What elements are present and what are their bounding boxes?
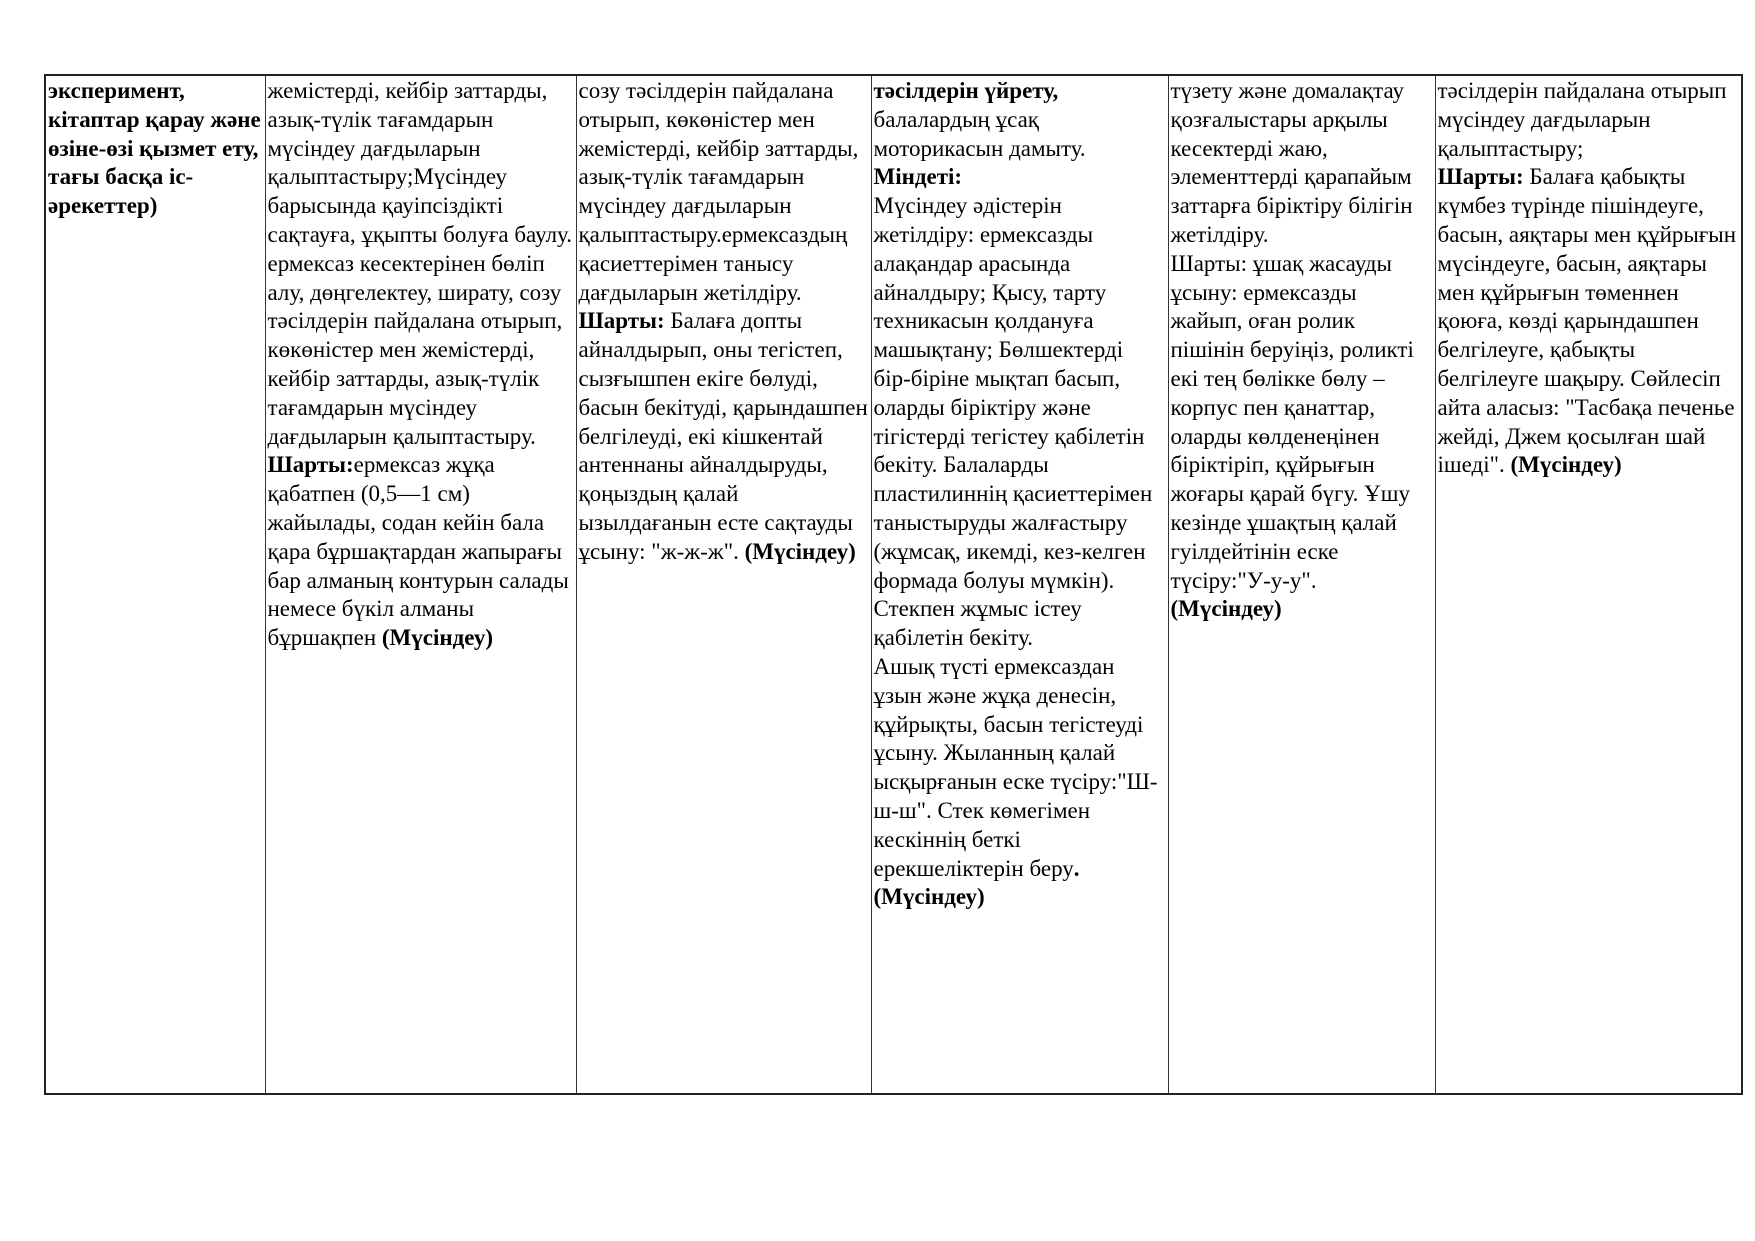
cell-2-tag: (Мүсіндеу) — [744, 538, 856, 564]
cell-3-task-text: Мүсіндеу әдістерін жетілдіру: ермексазды алақандар арасында айналдыру; Қысу, тарту техникасын қолдануға машықтану; Бөлшектерді бір-біріне мықтап басып, оларды біріктіру және тігістерді тегістеу қабілетін бекіту. Балаларды пластилиннің қасиеттерімен таныстыруды жалғастыру (жұмсақ, икемді, кез-келген формада болуы мүмкін). — [873, 193, 1153, 593]
cell-3-task-label: Міндеті: — [873, 164, 963, 190]
cell-1-condition-text: қабатпен (0,5—1 см) жайылады, содан кейін бала қара бұршақтардан жапырағы бар алманың контурын салады немесе бүкіл алманы бұршақпен — [267, 481, 569, 651]
plan-cell-2 — [576, 75, 871, 1094]
cell-1-tag: (Мүсіндеу) — [381, 625, 494, 651]
lesson-plan-table — [44, 74, 1743, 1095]
cell-3-activity-text: Ашық түсті ермексаздан ұзын және жұқа денесін, құйрықты, басын тегістеуді ұсыну. Жыланның қалай ысқырғанын еске түсіру:"Ш-ш-ш". Стек көмегімен кескіннің беткі ерекшеліктерін беру — [873, 653, 1158, 881]
cell-3-stack-text: Стекпен жұмыс істеу қабілетін бекіту. — [873, 596, 1082, 651]
cell-2-text: созу тәсілдерін пайдалана отырып, көкөністер мен жемістерді, кейбір заттарды, азық-түлік тағамдарын мүсіндеу дағдыларын қалыптастыру.ермексаздың қасиеттерімен танысу дағдыларын жетілдіру. — [578, 78, 859, 305]
cell-1-text: жемістерді, кейбір заттарды, азық-түлік тағамдарын мүсіндеу дағдыларын қалыптастыру;Мүсіндеу барысында қауіпсіздікті сақтауға, ұқыпты болуға баулу. ермексаз кесектерінен бөліп алу, дөңгелектеу, ширату, созу тәсілдерін пайдалана отырып, көкөністер мен жемістерді, кейбір заттарды, азық-түлік тағамдарын мүсіндеу дағдыларын қалыптастыру. — [267, 78, 573, 449]
cell-4-text: түзету және домалақтау қозғалыстары арқылы кесектерді жаю, элементтерді қарапайым заттарға біріктіру білігін жетілдіру. — [1170, 78, 1413, 247]
plan-cell-3 — [871, 75, 1168, 1094]
cell-4-tag: (Мүсіндеу) — [1170, 596, 1282, 622]
plan-cell-4 — [1168, 75, 1435, 1094]
cell-5-condition-text: Балаға қабықты күмбез түрінде пішіндеуге, басын, аяқтары мен құйрығын мүсіндеуге, басын, аяқтары мен құйрығын төменнен қоюға, көзді қарындашпен белгілеуге, қабықты белгілеуге шақыру. Сөйлесіп айта аласыз: "Тасбақа печенье жейді, Джем қосылған шай ішеді". — [1437, 164, 1737, 478]
cell-5-tag: (Мүсіндеу) — [1510, 452, 1622, 478]
plan-cell-1 — [265, 75, 576, 1094]
table-row — [45, 75, 1742, 1094]
cell-3-text: балалардың ұсақ моторикасын дамыту. — [873, 106, 1086, 161]
activity-type-text: эксперимент, кітаптар қарау және өзіне-өзі қызмет ету, тағы басқа іс-әрекеттер) — [48, 78, 261, 219]
cell-1-condition-label: Шарты: — [267, 452, 354, 478]
cell-4-condition-text: Шарты: ұшақ жасауды ұсыну: ермексазды жайып, оған ролик пішінін беруіңіз, роликті екі тең бөлікке бөлу – корпус пен қанаттар, оларды көлденеңінен біріктіріп, құйрығын жоғары қарай бүгу. Ұшу кезінде ұшақтың қалай гуілдейтінін еске түсіру:"У-у-у". — [1170, 250, 1414, 593]
cell-5-condition-label: Шарты: — [1437, 164, 1524, 190]
plan-cell-5 — [1435, 75, 1742, 1094]
cell-1-condition-bold: ермексаз жұқа — [353, 452, 495, 478]
activity-type-cell — [45, 75, 265, 1094]
cell-2-condition-label: Шарты: — [578, 308, 665, 334]
cell-3-heading: тәсілдерін үйрету, — [873, 78, 1059, 103]
cell-3-dot: . — [1073, 855, 1080, 881]
cell-3-tag: (Мүсіндеу) — [873, 884, 985, 910]
cell-2-condition-text: Балаға допты айналдырып, оны тегістеп, сызғышпен екіге бөлуді, басын бекітуді, қарындашпен белгілеуді, екі кішкентай антеннаны айналдыруды, қоңыздың қалай ызылдағанын есте сақтауды ұсыну: "ж-ж-ж". — [578, 308, 868, 564]
cell-5-text: тәсілдерін пайдалана отырып мүсіндеу дағдыларын қалыптастыру; — [1437, 78, 1727, 161]
